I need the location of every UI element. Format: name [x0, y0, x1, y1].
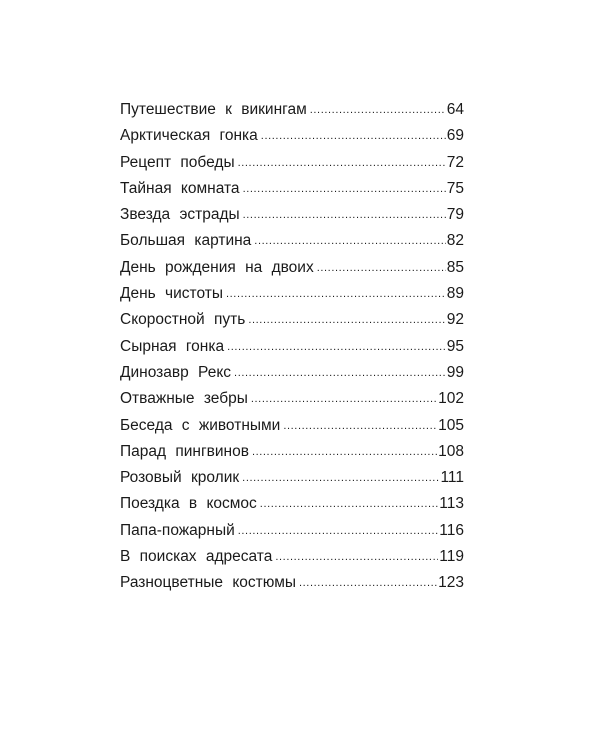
table-of-contents — [120, 101, 464, 601]
toc-dot-leader — [238, 157, 446, 169]
toc-entry-title: Арктическая гонка — [120, 127, 258, 145]
toc-entry-page: 72 — [446, 153, 464, 171]
toc-entry-title: День чистоты — [120, 285, 223, 303]
toc-dot-leader — [248, 314, 445, 326]
toc-entry — [120, 232, 464, 258]
toc-entry-title: Большая картина — [120, 232, 252, 250]
toc-entry-title: Разноцветные костюмы — [120, 574, 296, 592]
toc-entry-title: Скоростной путь — [120, 311, 246, 329]
toc-entry — [120, 574, 464, 600]
toc-entry-page: 102 — [438, 390, 464, 408]
toc-entry-title: Беседа с животными — [120, 416, 281, 434]
toc-entry — [120, 259, 464, 285]
toc-entry-title: Папа-пожарный — [120, 521, 235, 539]
toc-entry-title: Динозавр Рекс — [120, 363, 232, 381]
toc-dot-leader — [310, 104, 446, 116]
toc-entry — [120, 469, 464, 495]
toc-entry-page: 64 — [446, 101, 464, 118]
toc-entry-page: 79 — [446, 206, 464, 224]
toc-entry-page: 99 — [446, 363, 464, 381]
toc-entry-page: 69 — [446, 127, 464, 145]
toc-entry-page: 105 — [438, 416, 464, 434]
toc-entry — [120, 548, 464, 574]
toc-dot-leader — [252, 446, 437, 458]
toc-entry-page: 119 — [439, 548, 464, 566]
toc-entry — [120, 338, 464, 364]
toc-entry — [120, 417, 464, 443]
toc-dot-leader — [243, 209, 446, 221]
toc-entry — [120, 390, 464, 416]
toc-entry-title: Тайная комната — [120, 179, 240, 197]
toc-dot-leader — [317, 262, 446, 274]
toc-dot-leader — [234, 367, 446, 379]
toc-dot-leader — [275, 551, 438, 563]
toc-entry — [120, 127, 464, 153]
toc-dot-leader — [254, 235, 445, 247]
toc-dot-leader — [242, 472, 439, 484]
toc-entry-page: 113 — [439, 495, 464, 513]
toc-entry-page: 111 — [440, 469, 464, 487]
toc-entry — [120, 206, 464, 232]
toc-entry-page: 116 — [439, 521, 464, 539]
toc-entry — [120, 364, 464, 390]
toc-entry-title: Звезда эстрады — [120, 206, 240, 224]
toc-dot-leader — [260, 498, 438, 510]
toc-entry — [120, 522, 464, 548]
toc-dot-leader — [243, 183, 446, 195]
toc-entry-title: Розовый кролик — [120, 469, 240, 487]
toc-entry — [120, 154, 464, 180]
toc-entry-title: Рецепт победы — [120, 153, 235, 171]
toc-entry-title: Парад пингвинов — [120, 442, 249, 460]
toc-dot-leader — [251, 393, 437, 405]
toc-dot-leader — [299, 577, 437, 589]
toc-dot-leader — [227, 341, 446, 353]
toc-dot-leader — [238, 525, 439, 537]
toc-entry-title: Сырная гонка — [120, 337, 225, 355]
toc-entry-title: День рождения на двоих — [120, 258, 314, 276]
toc-entry-page: 89 — [446, 285, 464, 303]
toc-entry — [120, 180, 464, 206]
toc-entry-title: Поездка в космос — [120, 495, 257, 513]
toc-entry — [120, 311, 464, 337]
toc-entry — [120, 495, 464, 521]
toc-entry-title: В поисках адресата — [120, 548, 273, 566]
toc-entry-page: 85 — [446, 258, 464, 276]
toc-dot-leader — [261, 130, 446, 142]
toc-entry-page: 108 — [438, 442, 464, 460]
toc-entry — [120, 101, 464, 127]
toc-entry-page: 95 — [446, 337, 464, 355]
toc-dot-leader — [226, 288, 446, 300]
toc-entry-title: Путешествие к викингам — [120, 101, 307, 118]
toc-entry — [120, 285, 464, 311]
toc-entry-page: 123 — [438, 574, 464, 592]
toc-dot-leader — [283, 420, 437, 432]
toc-entry-page: 82 — [446, 232, 464, 250]
toc-entry-page: 75 — [446, 179, 464, 197]
toc-entry-title: Отважные зебры — [120, 390, 248, 408]
toc-entry — [120, 443, 464, 469]
toc-entry-page: 92 — [446, 311, 464, 329]
